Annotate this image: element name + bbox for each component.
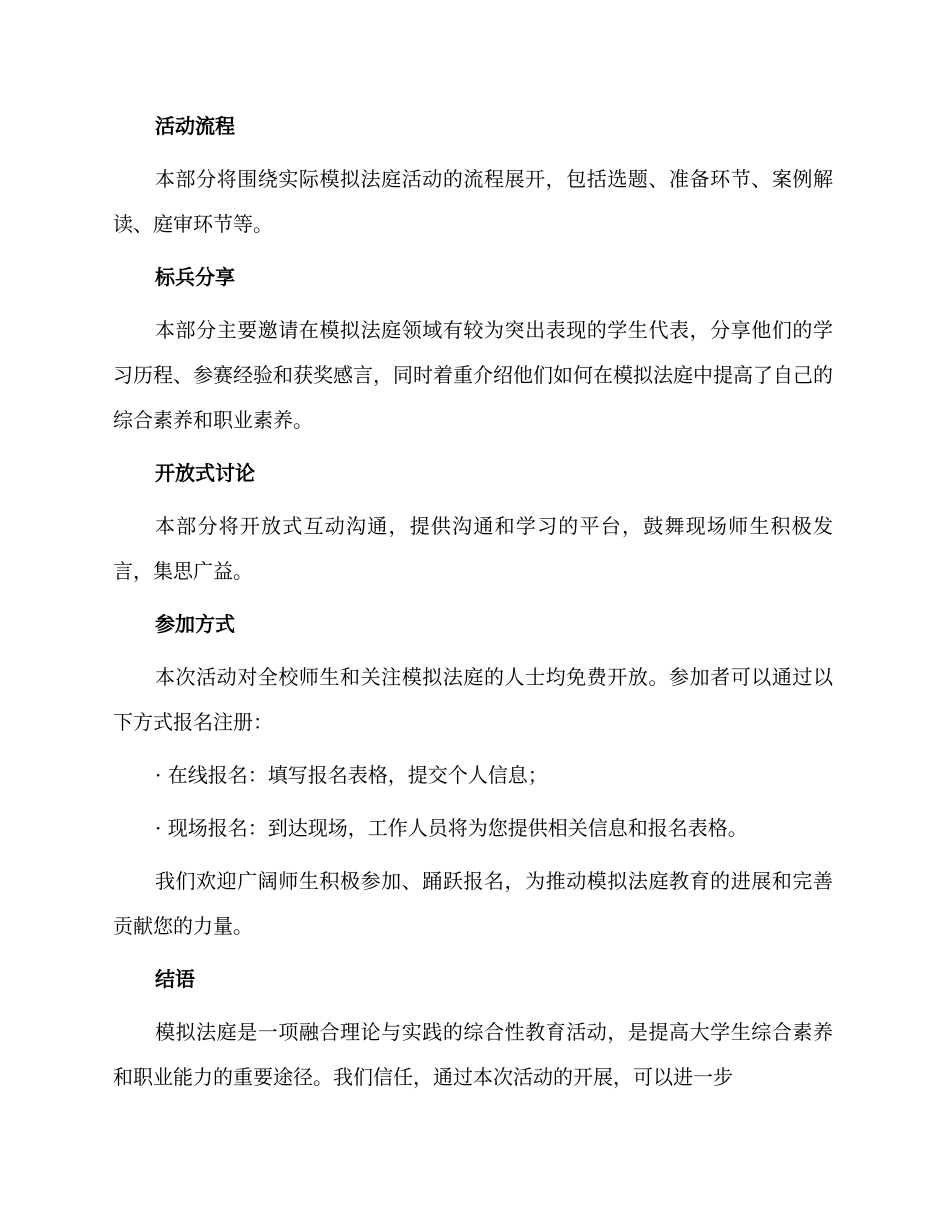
section-paragraph-participation-intro: 本次活动对全校师生和关注模拟法庭的人士均免费开放。参加者可以通过以下方式报名注册： [113, 665, 833, 734]
section-heading-process: 活动流程 [155, 114, 235, 138]
list-item-onsite-registration: · 现场报名：到达现场，工作人员将为您提供相关信息和报名表格。 [155, 816, 748, 840]
section-heading-participation: 参加方式 [155, 612, 235, 636]
section-heading-discussion: 开放式讨论 [155, 461, 255, 485]
section-paragraph-conclusion: 模拟法庭是一项融合理论与实践的综合性教育活动，是提高大学生综合素养和职业能力的重要途径。我们信任，通过本次活动的开展，可以进一步 [113, 1020, 833, 1089]
section-paragraph-participation-outro: 我们欢迎广阔师生积极参加、踊跃报名，为推动模拟法庭教育的进展和完善贡献您的力量。 [113, 869, 833, 938]
section-paragraph-sharing: 本部分主要邀请在模拟法庭领域有较为突出表现的学生代表，分享他们的学习历程、参赛经验和获奖感言，同时着重介绍他们如何在模拟法庭中提高了自己的综合素养和职业素养。 [113, 318, 833, 432]
list-item-online-registration: · 在线报名：填写报名表格，提交个人信息； [155, 763, 548, 787]
document-body [113, 104, 833, 1108]
section-heading-sharing: 标兵分享 [155, 265, 235, 289]
section-paragraph-process: 本部分将围绕实际模拟法庭活动的流程展开，包括选题、准备环节、案例解读、庭审环节等。 [113, 167, 833, 236]
section-paragraph-discussion: 本部分将开放式互动沟通，提供沟通和学习的平台，鼓舞现场师生积极发言，集思广益。 [113, 514, 833, 583]
section-heading-conclusion: 结语 [155, 967, 195, 991]
